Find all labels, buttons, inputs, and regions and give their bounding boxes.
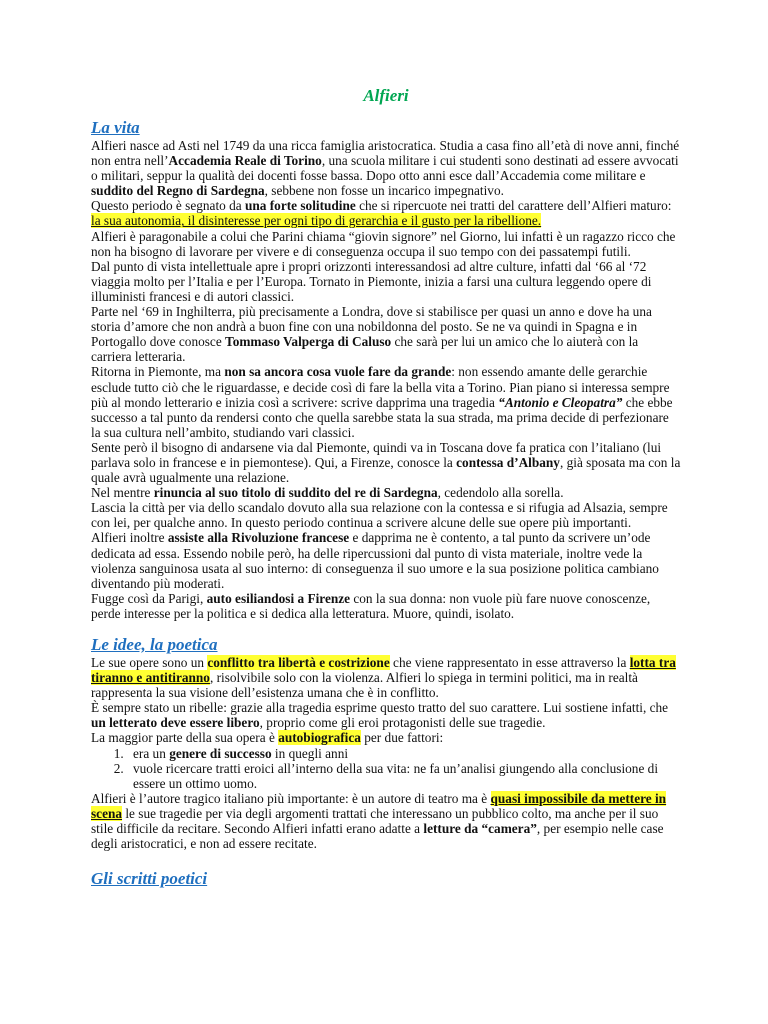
numbered-list: [91, 746, 681, 791]
paragraph: Questo periodo è segnato da una forte solitudine che si ripercuote nei tratti del carattere dell’Alfieri maturo: la sua autonomia, il disinteresse per ogni tipo di gerarchia e il gusto per la ribellione.: [91, 198, 672, 229]
paragraph: Lascia la città per via dello scandalo dovuto alla sua relazione con la contessa e si rifugia ad Alsazia, sempre con lei, per qualche anno. In questo periodo continua a scrivere alcune delle sue opere più importanti.: [91, 500, 668, 531]
paragraph: Le sue opere sono un conflitto tra libertà e costrizione che viene rappresentato in esse attraverso la lotta tra tiranno e antitiranno, risolvibile solo con la violenza. Alfieri lo spiega in termini politici, ma in realtà rappresenta la sua visione dell’esistenza umana che è in conflitto.: [91, 655, 676, 701]
highlighted-text: autobiografica: [278, 730, 361, 746]
paragraph: Ritorna in Piemonte, ma non sa ancora cosa vuole fare da grande: non essendo amante delle gerarchie esclude tutto ciò che le riguardasse, e decide così di fare la bella vita a Torino. Pian piano si interessa sempre più al mondo letterario e inizia così a scrivere: scrive dapprima una tragedia “Antonio e Cleopatra” che ebbe successo a tal punto da rendersi conto che quella sarebbe stata la sua strada, ma prima decide di perfezionare la sua cultura nell’ambito, studiando vari classici.: [91, 364, 673, 440]
section-heading-idee: Le idee, la poetica: [91, 635, 218, 654]
paragraph: Alfieri è l’autore tragico italiano più importante: è un autore di teatro ma è quasi impossibile da mettere in scena le sue tragedie per via degli argomenti trattati che interessano un pubblico colto, ma anche per il suo stile difficile da recitare. Secondo Alfieri infatti erano adatte a letture da “camera”, per esempio nelle case degli aristocratici, e non ad essere recitate.: [91, 790, 667, 852]
highlighted-text: conflitto tra libertà e costrizione: [207, 655, 390, 670]
list-item: 1. era un genere di successo in quegli anni: [127, 746, 681, 761]
paragraph: La maggior parte della sua opera è autobiografica per due fattori:: [91, 730, 444, 746]
paragraph: Alfieri nasce ad Asti nel 1749 da una ricca famiglia aristocratica. Studia a casa fino all’età di nove anni, finché non entra nell’Accademia Reale di Torino, una scuola militare i cui studenti sono destinati ad essere avvocati o militari, seppur la qualità dei docenti fosse bassa. Dopo otto anni esce dall’Accademia come militare e suddito del Regno di Sardegna, sebbene non fosse un incarico impegnativo.: [91, 138, 680, 199]
list-item: 2. vuole ricercare tratti eroici all’interno della sua vita: ne fa un’analisi giungendo alla conclusione di essere un ottimo uomo.: [127, 761, 681, 791]
highlighted-text: la sua autonomia, il disinteresse per ogni tipo di gerarchia e il gusto per la ribellione.: [91, 213, 542, 229]
document-page: [91, 86, 681, 889]
paragraph: È sempre stato un ribelle: grazie alla tragedia esprime questo tratto del suo carattere. Lui sostiene infatti, che un letterato deve essere libero, proprio come gli eroi protagonisti delle sue tragedie.: [91, 700, 669, 731]
highlighted-text: quasi impossibile da mettere in scena: [91, 790, 667, 821]
paragraph: Fugge così da Parigi, auto esiliandosi a Firenze con la sua donna: non vuole più fare nuove conoscenze, perde interesse per la politica e si dedica alla letteratura. Muore, quindi, isolato.: [91, 590, 651, 621]
paragraph: Dal punto di vista intellettuale apre i propri orizzonti interessandosi ad altre culture, infatti dal ‘66 al ‘72 viaggia molto per l’Italia e per l’Europa. Tornato in Piemonte, inizia a farsi una cultura leggendo opere di illuministi francesi e di autori classici.: [91, 258, 652, 304]
paragraph: Nel mentre rinuncia al suo titolo di suddito del re di Sardegna, cedendolo alla sorella.: [91, 485, 564, 501]
highlighted-text: lotta tra tiranno e antitiranno: [91, 655, 676, 686]
section-heading-scritti: Gli scritti poetici: [91, 869, 208, 889]
paragraph: Alfieri è paragonabile a colui che Parini chiama “giovin signore” nel Giorno, lui infatti è un ragazzo ricco che non ha bisogno di lavorare per vivere e di conseguenza occupa il suo tempo con dei passatempi futili.: [91, 228, 676, 259]
paragraph: Alfieri inoltre assiste alla Rivoluzione francese e dapprima ne è contento, a tal punto da scrivere un’ode dedicata ad essa. Essendo nobile però, ha delle ripercussioni dal punto di vista materiale, inoltre vede la violenza sanguinosa usata al suo interno: di conseguenza il suo umore e la sua posizione politica cambiano diventando più moderati.: [91, 530, 659, 591]
document-title: Alfieri: [363, 86, 409, 105]
paragraph: Sente però il bisogno di andarsene via dal Piemonte, quindi va in Toscana dove fa pratica con l’italiano (lui parlava solo in francese e in piemontese). Qui, a Firenze, conosce la contessa d’Albany, già sposata ma con la quale avrà ugualmente una relazione.: [91, 439, 681, 486]
section-heading-vita: La vita: [91, 118, 140, 137]
paragraph: Parte nel ‘69 in Inghilterra, più precisamente a Londra, dove si stabilisce per quasi un anno e dove ha una storia d’amore che non andrà a buon fine con una nobildonna del posto. Se ne va quindi in Spagna e in Portogallo dove conosce Tommaso Valperga di Caluso che sarà per lui un amico che lo aiuterà con la carriera letteraria.: [91, 304, 652, 365]
